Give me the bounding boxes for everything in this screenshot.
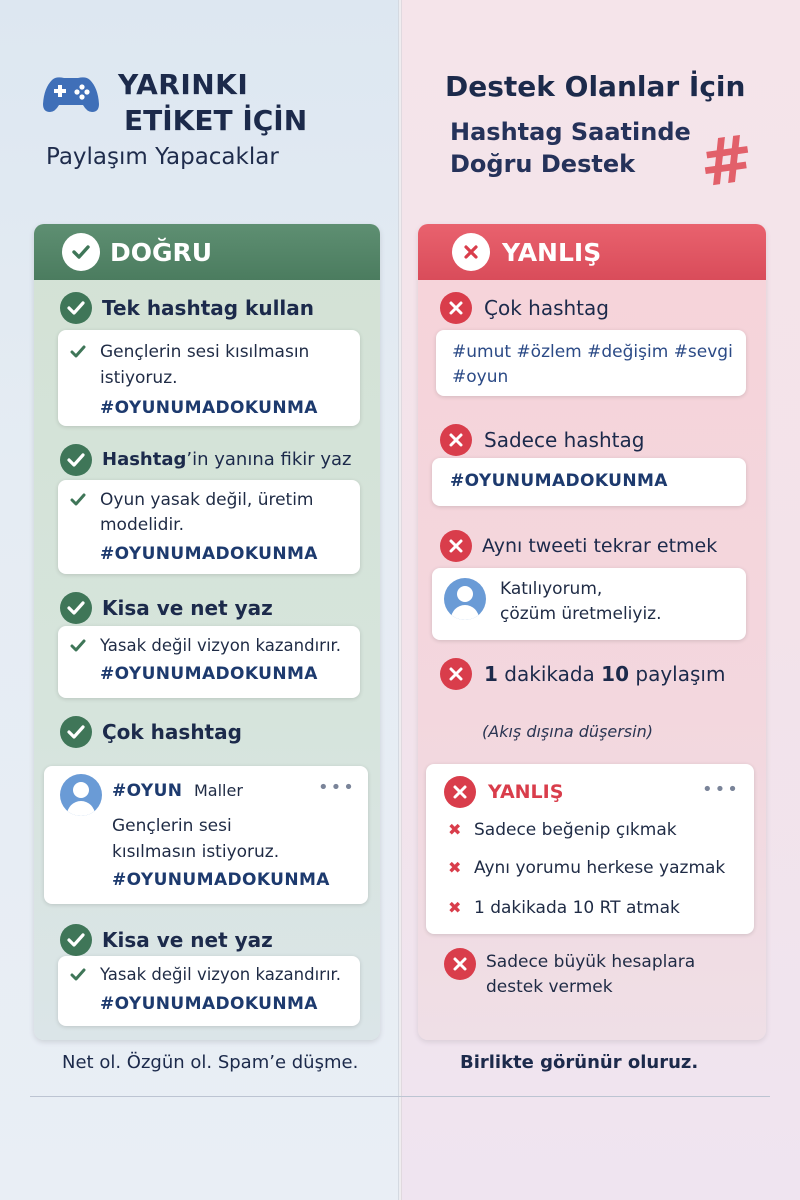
check-circle-icon [60,444,92,476]
card-hashtag: #OYUNUMADOKUNMA [100,398,318,418]
title-number: 1 [484,662,498,686]
note: (Akış dışına düşersin) [482,722,653,741]
item-text: Sadece büyük hesaplara [486,952,696,972]
small-x-icon: ✖ [448,898,462,917]
tweet-hashtag: #OYUNUMADOKUNMA [112,870,330,890]
card-text: Katılıyorum, [500,579,603,599]
left-footer: Net ol. Özgün ol. Spam’e düşme. [62,1052,359,1073]
check-circle-icon [60,716,92,748]
card-text: Yasak değil vizyon kazandırır. [100,636,342,655]
check-circle-icon [62,233,100,271]
small-check-icon [70,967,86,983]
card-hashtag: #OYUNUMADOKUNMA [450,471,668,491]
x-circle-icon [440,292,472,324]
x-circle-icon [440,658,472,690]
bottom-divider [30,1096,770,1097]
small-x-icon: ✖ [448,820,462,839]
item-title: Kisa ve net yaz [102,928,273,952]
right-footer: Birlikte görünür oluruz. [460,1052,699,1073]
item-title-rest: ’in yanına fikir yaz [186,449,352,470]
check-circle-icon [60,592,92,624]
x-circle-icon [452,233,490,271]
tweet-text: kısılmasın istiyoruz. [112,842,280,862]
wrong-bullet: Aynı yorumu herkese yazmak [474,858,726,878]
title-text: paylaşım [629,662,726,686]
item-title: Çok hashtag [102,720,242,744]
title-text: dakikada [497,662,602,686]
wrong-bullet: Sadece beğenip çıkmak [474,820,677,840]
item-title [102,449,352,470]
left-title-line1: YARINKI [118,68,249,101]
wrong-box-label: YANLIŞ [488,781,564,803]
item-title: Tek hashtag kullan [102,296,315,320]
card-text: çözüm üretmeliyiz. [500,604,662,624]
small-x-icon: ✖ [448,858,462,877]
hashtag-icon: # [695,121,759,203]
wrong-bullet: 1 dakikada 10 RT atmak [474,898,680,918]
tweet-username: Maller [194,781,243,800]
more-icon[interactable]: ••• [318,777,356,798]
right-subtitle-line2: Doğru Destek [450,150,636,178]
card-hashtag: #OYUNUMADOKUNMA [100,994,318,1014]
card-text: Oyun yasak değil, üretim [100,490,314,510]
check-circle-icon [60,924,92,956]
card-hashtag: #OYUNUMADOKUNMA [100,664,318,684]
card-text: #oyun [452,367,509,387]
more-icon[interactable]: ••• [702,779,740,800]
card-hashtag: #OYUNUMADOKUNMA [100,544,318,564]
check-circle-icon [60,292,92,324]
card-text: istiyoruz. [100,368,178,388]
gamepad-icon [42,74,100,114]
card-text: Gençlerin sesi kısılmasın [100,342,310,362]
x-circle-icon [444,776,476,808]
small-check-icon [70,492,86,508]
correct-label: DOĞRU [110,238,213,267]
item-title: Sadece hashtag [484,428,645,452]
item-title [484,662,725,686]
tweet-tag: #OYUN [112,781,183,801]
x-circle-icon [440,530,472,562]
item-text: destek vermek [486,977,613,997]
item-title: Aynı tweeti tekrar etmek [482,535,718,557]
left-title-line2: ETİKET İÇİN [124,104,308,137]
item-title-bold: Hashtag [102,449,187,470]
center-divider [398,0,402,1200]
right-title: Destek Olanlar İçin [445,70,746,103]
item-title: Çok hashtag [484,296,609,320]
card-text: Yasak değil vizyon kazandırır. [100,965,342,984]
wrong-label: YANLIŞ [502,238,602,267]
small-check-icon [70,344,86,360]
title-number: 10 [601,662,630,686]
small-check-icon [70,638,86,654]
right-subtitle-line1: Hashtag Saatinde [450,118,691,146]
avatar [444,578,486,620]
avatar [60,774,102,816]
x-circle-icon [440,424,472,456]
card-text: #umut #özlem #değişim #sevgi [452,342,733,362]
left-subtitle: Paylaşım Yapacaklar [46,144,279,170]
x-circle-icon [444,948,476,980]
tweet-text: Gençlerin sesi [112,816,232,836]
card-text: modelidir. [100,515,185,535]
item-title: Kisa ve net yaz [102,596,273,620]
